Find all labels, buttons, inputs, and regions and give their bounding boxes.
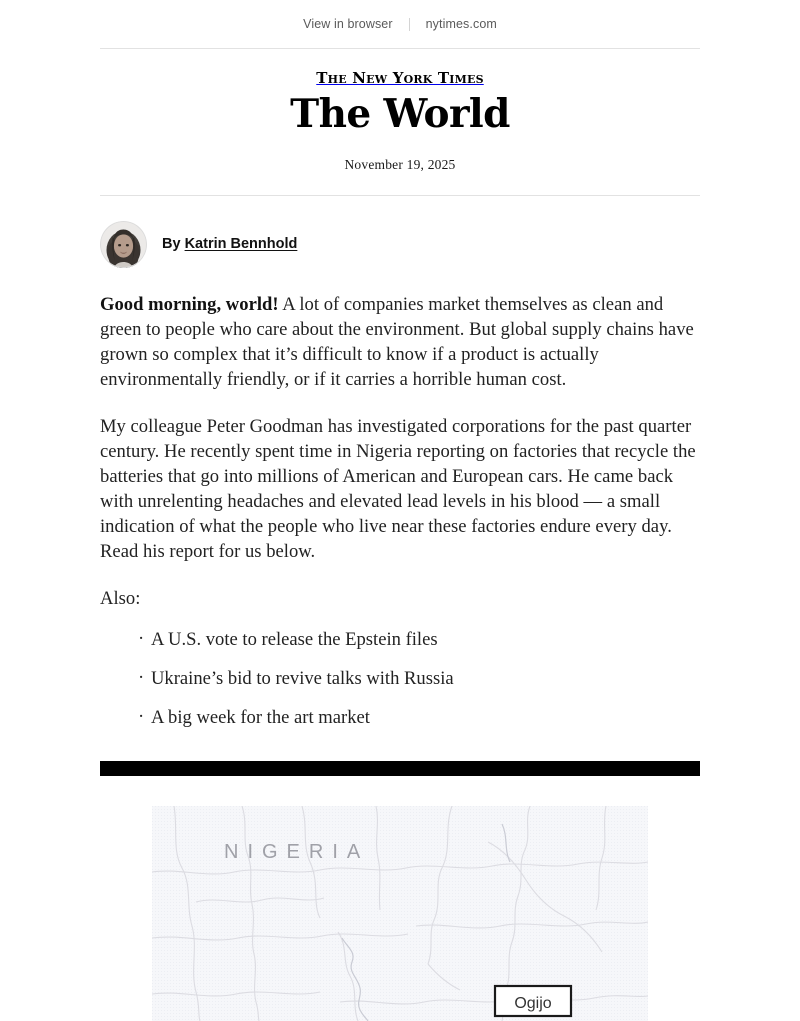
byline-text	[162, 236, 297, 252]
map-place-marker	[495, 986, 571, 1016]
byline	[100, 196, 700, 268]
list-item[interactable]: · A big week for the art market	[138, 705, 700, 730]
author-link[interactable]: Katrin Bennhold	[184, 236, 298, 253]
view-in-browser-link[interactable]: View in browser	[303, 17, 393, 31]
article-body	[100, 268, 700, 730]
section-divider-bar	[100, 761, 700, 776]
issue-date: November 19, 2025	[344, 156, 456, 172]
list-item[interactable]: · Ukraine’s bid to revive talks with Russia	[138, 666, 700, 691]
lede-text: Good morning, world!	[100, 293, 279, 315]
paragraph-2: My colleague Peter Goodman has investigated corporations for the past quarter century. He recently spent time in Nigeria reporting on factories that recycle the batteries that go into millions of American and European cars. He came back with unrelenting headaches and elevated lead levels in his blood — a small indication of what the people who live near these factories endure every day. Read his report for us below.	[100, 415, 696, 562]
masthead	[0, 49, 800, 173]
nytimes-site-link[interactable]: nytimes.com	[425, 17, 497, 31]
also-list	[100, 627, 700, 730]
paragraph-1	[100, 292, 700, 392]
map-figure[interactable]	[152, 806, 648, 1021]
avatar	[100, 221, 147, 268]
map-place-label: Ogijo	[514, 994, 552, 1012]
map-country-label: NIGERIA	[224, 840, 370, 863]
also-label: Also:	[100, 587, 141, 609]
preheader-separator	[409, 18, 410, 31]
nyt-logo: The New York Times	[316, 69, 484, 87]
preheader-bar	[0, 0, 800, 48]
newsletter-nameplate: The World	[290, 91, 510, 137]
list-item[interactable]: · A U.S. vote to release the Epstein files	[138, 627, 700, 652]
nyt-logo-link[interactable]	[0, 71, 800, 87]
paragraph-1-rest: A lot of companies market themselves as clean and green to people who care about the environment. But global supply chains have grown so complex that it’s difficult to know if a product is actually environmentally friendly, or if it carries a horrible human cost.	[100, 293, 694, 390]
byline-prefix: By	[162, 236, 181, 253]
